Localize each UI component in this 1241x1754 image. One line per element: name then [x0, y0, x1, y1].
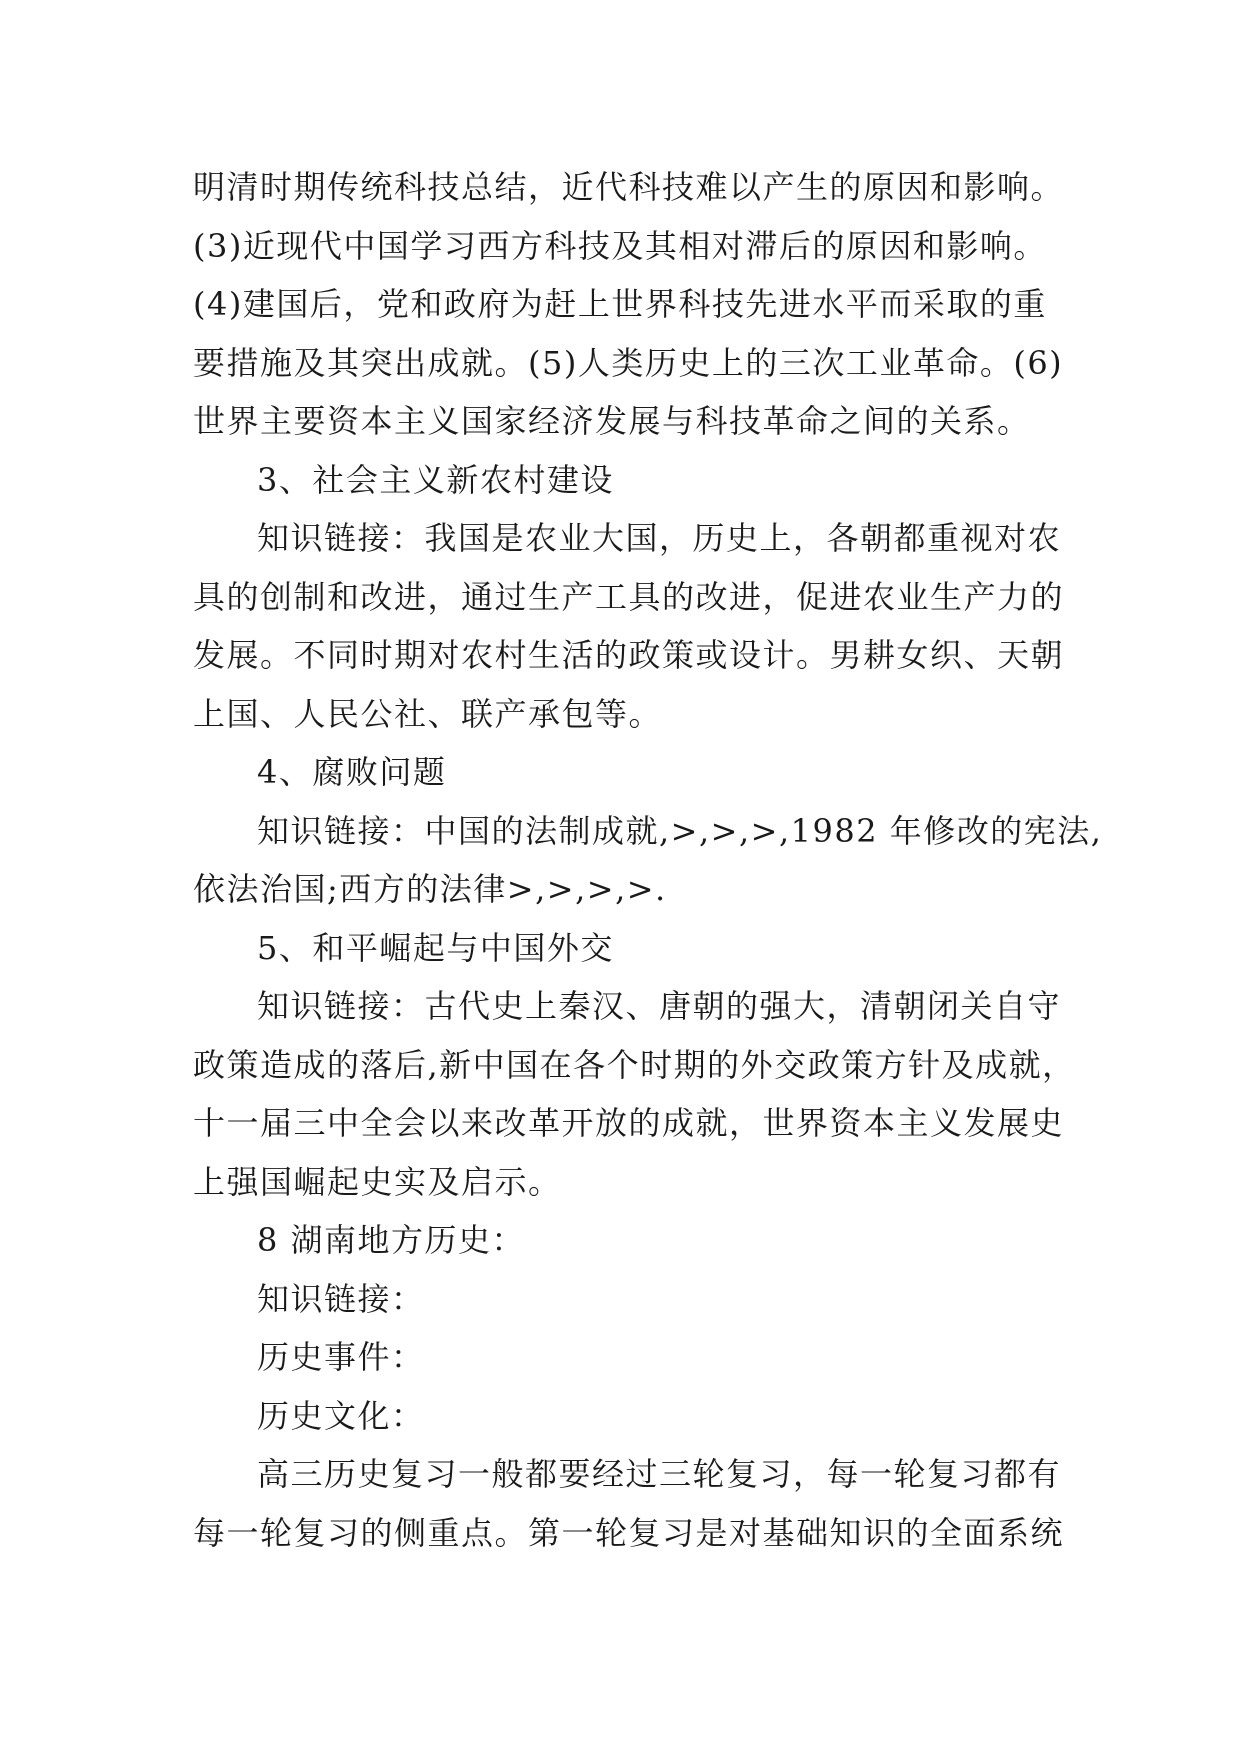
text-line: 历史事件：	[257, 1338, 425, 1376]
text-line: 依法治国;西方的法律>,>,>,>.	[193, 870, 667, 908]
text-line: 知识链接：古代史上秦汉、唐朝的强大，清朝闭关自守	[257, 987, 1062, 1025]
text-line: 发展。不同时期对农村生活的政策或设计。男耕女织、天朝	[193, 636, 1065, 674]
text-line: (4)建国后，党和政府为赶上世界科技先进水平而采取的重	[193, 285, 1047, 323]
text-line: 知识链接：中国的法制成就,>,>,>,1982 年修改的宪法,	[257, 811, 1103, 850]
text-line: 上国、人民公社、联产承包等。	[193, 694, 663, 733]
section-heading: 5、和平崛起与中国外交	[257, 928, 614, 967]
section-heading: 3、社会主义新农村建设	[257, 460, 614, 499]
text-line: 具的创制和改进，通过生产工具的改进，促进农业生产力的	[193, 577, 1065, 616]
text-line: 知识链接：	[257, 1279, 425, 1318]
text-line: 要措施及其突出成就。(5)人类历史上的三次工业革命。(6)	[193, 343, 1064, 382]
text-line: 知识链接：我国是农业大国，历史上，各朝都重视对农	[257, 519, 1062, 557]
text-line: 十一届三中全会以来改革开放的成就，世界资本主义发展史	[193, 1104, 1065, 1142]
text-line: 政策造成的落后,新中国在各个时期的外交政策方针及成就，	[193, 1045, 1076, 1084]
section-heading: 8 湖南地方历史：	[257, 1221, 526, 1259]
text-line: 高三历史复习一般都要经过三轮复习，每一轮复习都有	[257, 1455, 1062, 1493]
section-heading: 4、腐败问题	[257, 753, 447, 791]
document-body	[193, 158, 1103, 1562]
text-line: 世界主要资本主义国家经济发展与科技革命之间的关系。	[193, 402, 1031, 440]
text-line: 每一轮复习的侧重点。第一轮复习是对基础知识的全面系统	[193, 1513, 1065, 1552]
text-line: 上强国崛起史实及启示。	[193, 1162, 562, 1201]
text-line: (3)近现代中国学习西方科技及其相对滞后的原因和影响。	[193, 226, 1047, 265]
text-line: 明清时期传统科技总结，近代科技难以产生的原因和影响。	[193, 168, 1065, 206]
text-line: 历史文化：	[257, 1396, 425, 1435]
